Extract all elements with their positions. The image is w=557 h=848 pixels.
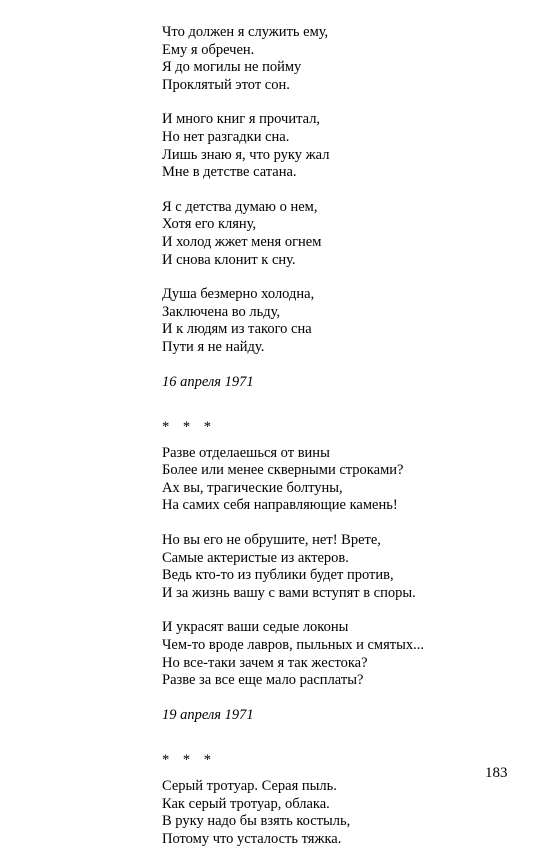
poem-line: Я с детства думаю о нем, [162, 198, 318, 215]
poem-line: Чем-то вроде лавров, пыльных и смятых... [162, 637, 424, 654]
section-separator: * * * [162, 752, 216, 769]
poem-line: И украсят ваши седые локоны [162, 619, 349, 636]
poem-line: Разве за все еще мало расплаты? [162, 672, 364, 689]
poem-line: Потому что усталость тяжка. [162, 830, 342, 847]
poem-line: Проклятый этот сон. [162, 76, 290, 93]
poem-line: Душа безмерно холодна, [162, 286, 315, 303]
poem-line: Пути я не найду. [162, 338, 265, 355]
poem-line: И холод жжет меня огнем [162, 233, 322, 250]
poem-line: Но нет разгадки сна. [162, 128, 290, 145]
poem-1 [162, 24, 542, 391]
poem-line: Ему я обречен. [162, 41, 255, 58]
poem-line: Ах вы, трагические болтуны, [162, 479, 343, 496]
poem-line: Самые актеристые из актеров. [162, 549, 349, 566]
poem-line: Ведь кто-то из публики будет против, [162, 567, 394, 584]
poem-line: Лишь знаю я, что руку жал [162, 146, 330, 163]
poem-line: Серый тротуар. Серая пыль. [162, 778, 337, 794]
poem-line: Но вы его не обрушите, нет! Врете, [162, 532, 381, 549]
stanza [162, 199, 542, 269]
poem-line: Разве отделаешься от вины [162, 444, 330, 461]
stanza [162, 778, 542, 848]
poem-line: Мне в детстве сатана. [162, 164, 297, 181]
poem-line: И снова клонит к сну. [162, 251, 296, 268]
poem-date: 19 апреля 1971 [162, 706, 254, 723]
section-separator: * * * [162, 419, 216, 436]
poem-line: И много книг я прочитал, [162, 111, 321, 128]
stanza [162, 24, 542, 94]
poem-line: Что должен я служить ему, [162, 24, 329, 40]
stanza [162, 532, 542, 602]
poem-column [162, 24, 542, 848]
poem-line: Заключена во льду, [162, 303, 281, 320]
poem-line: На самих себя направляющие камень! [162, 497, 398, 514]
poem-line: И за жизнь вашу с вами вступят в споры. [162, 584, 416, 601]
stanza [162, 286, 542, 356]
poem-line: И к людям из такого сна [162, 321, 312, 338]
page-number: 183 [485, 765, 508, 781]
stanza [162, 111, 542, 181]
poem-line: Более или менее скверными строками? [162, 462, 404, 479]
poem-date: 16 апреля 1971 [162, 373, 254, 390]
poem-line: Как серый тротуар, облака. [162, 795, 330, 812]
poem-2 [162, 419, 542, 724]
poem-line: В руку надо бы взять костыль, [162, 813, 351, 830]
stanza [162, 619, 542, 689]
stanza [162, 445, 542, 515]
poem-line: Но все-таки зачем я так жестока? [162, 654, 368, 671]
poem-line: Хотя его кляну, [162, 216, 257, 233]
poem-line: Я до могилы не пойму [162, 59, 302, 76]
